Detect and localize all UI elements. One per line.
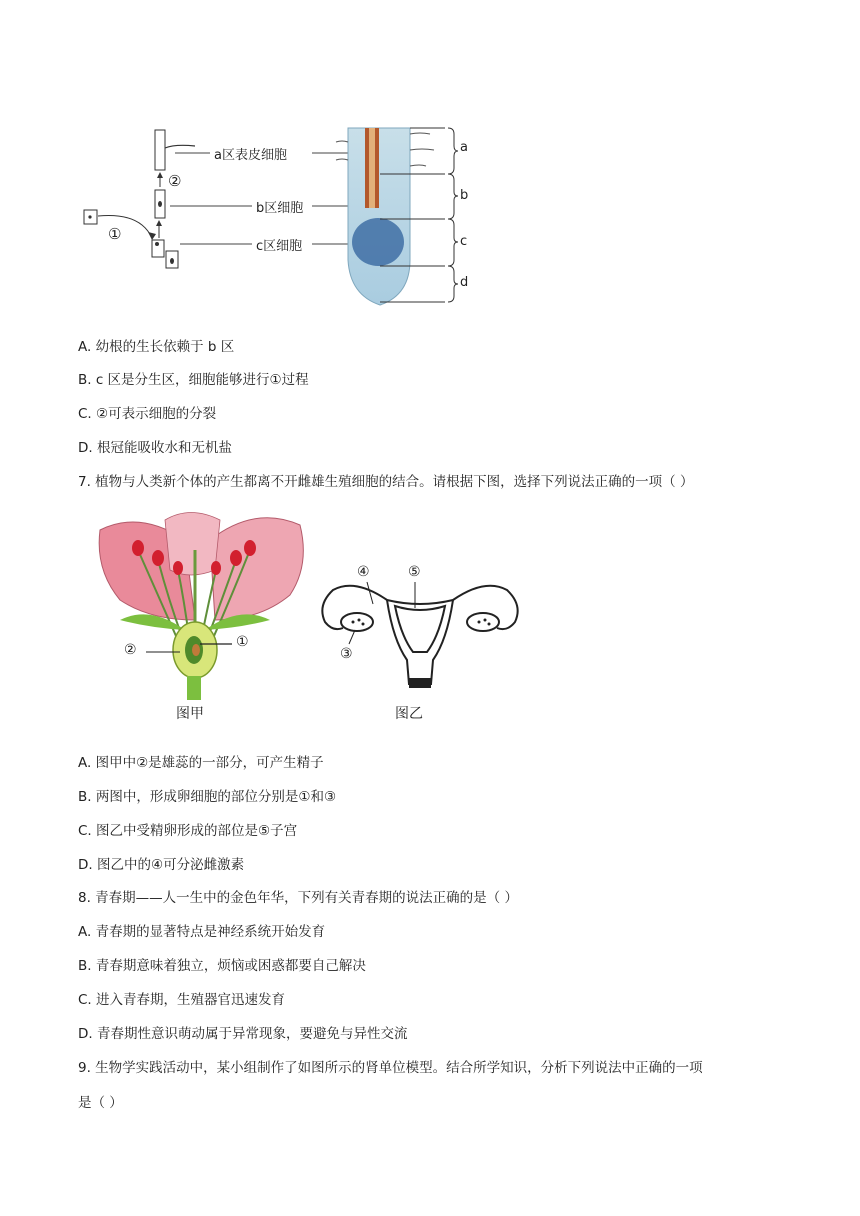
b-cell-label: b区细胞: [256, 201, 304, 216]
step2-marker: ②: [168, 172, 182, 190]
q9-stem-line1: 9. 生物学实践活动中，某小组制作了如图所示的肾单位模型。结合所学知识，分析下列说法中正确的一项: [78, 1060, 703, 1076]
root-tip-figure: [80, 120, 480, 310]
figure-jia-caption: 图甲: [176, 706, 204, 722]
q8-option-d: D. 青春期性意识萌动属于异常现象，要避免与异性交流: [78, 1026, 408, 1042]
uterus-marker-4: ④: [357, 564, 370, 580]
zone-c-label: c: [460, 234, 468, 249]
flower-diagram: [90, 510, 315, 700]
uterus-marker-3: ③: [340, 646, 353, 662]
q8-option-a: A. 青春期的显著特点是神经系统开始发育: [78, 924, 326, 940]
uterus-figure: [315, 560, 525, 725]
q7-option-a: A. 图甲中②是雄蕊的一部分，可产生精子: [78, 755, 324, 771]
flower-marker-2: ②: [124, 642, 137, 658]
zone-a-label: a: [460, 140, 468, 155]
uterus-marker-5: ⑤: [408, 564, 421, 580]
flower-marker-1: ①: [236, 634, 249, 650]
c-cell-label: c区细胞: [256, 239, 303, 254]
q9-stem-line2: 是（ ）: [78, 1095, 123, 1111]
uterus-diagram: [315, 560, 525, 700]
q7-option-d: D. 图乙中的④可分泌雌激素: [78, 857, 245, 873]
a-cell-label: a区表皮细胞: [214, 148, 287, 163]
q7-stem: 7. 植物与人类新个体的产生都离不开雌雄生殖细胞的结合。请根据下图，选择下列说法正确的一项（ ）: [78, 474, 694, 490]
zone-d-label: d: [460, 275, 469, 290]
flower-figure: [90, 510, 315, 725]
zone-b-label: b: [460, 188, 469, 203]
q7-option-c: C. 图乙中受精卵形成的部位是⑤子宫: [78, 823, 298, 839]
q6-option-a: A. 幼根的生长依赖于 b 区: [78, 339, 235, 355]
q6-option-d: D. 根冠能吸收水和无机盐: [78, 440, 232, 456]
q7-option-b: B. 两图中，形成卵细胞的部位分别是①和③: [78, 789, 337, 805]
figure-yi-caption: 图乙: [395, 706, 423, 722]
q6-option-c: C. ②可表示细胞的分裂: [78, 406, 217, 422]
q8-option-b: B. 青春期意味着独立，烦恼或困惑都要自己解决: [78, 958, 366, 974]
step1-marker: ①: [108, 225, 122, 243]
q6-option-b: B. c 区是分生区，细胞能够进行①过程: [78, 372, 309, 388]
q8-stem: 8. 青春期——人一生中的金色年华，下列有关青春期的说法正确的是（ ）: [78, 890, 518, 906]
q8-option-c: C. 进入青春期，生殖器官迅速发育: [78, 992, 286, 1008]
